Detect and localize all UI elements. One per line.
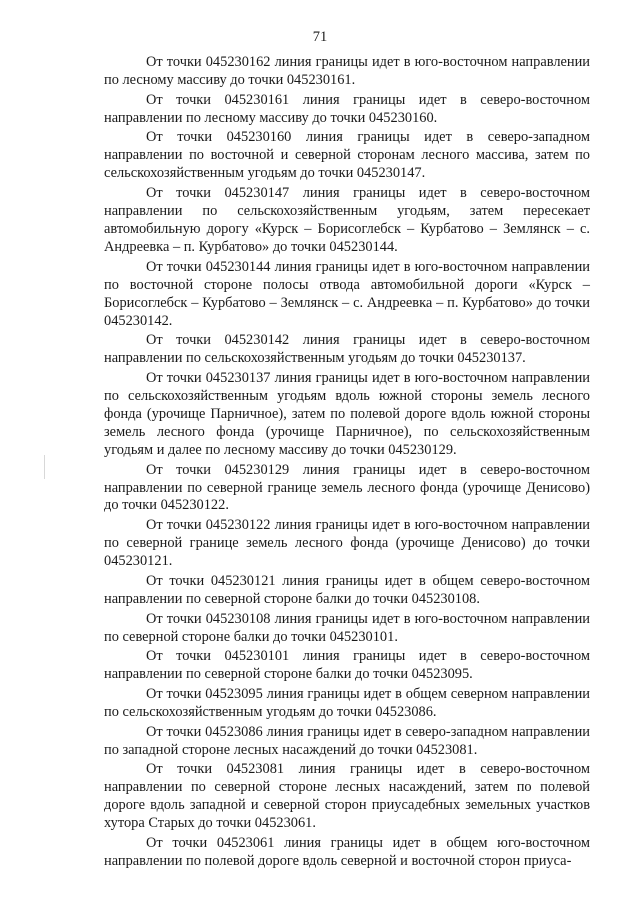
paragraph: От точки 045230121 линия границы идет в общем северо-восточном направлении по северной стороне балки до точки 045230108. [104, 572, 590, 607]
paragraph: От точки 045230108 линия границы идет в юго-восточном направлении по северной стороне балки до точки 045230101. [104, 610, 590, 645]
document-body [104, 54, 590, 873]
paragraph: От точки 045230162 линия границы идет в юго-восточном направлении по лесному массиву до точки 045230161. [104, 54, 590, 88]
paragraph: От точки 04523061 линия границы идет в общем юго-восточном направлении по полевой дороге вдоль северной и восточной сторон приуса- [104, 834, 590, 869]
page-number: 71 [312, 29, 328, 45]
paragraph: От точки 045230122 линия границы идет в юго-восточном направлении по северной границе земель лесного фонда (урочище Денисово) до точки 045230121. [104, 517, 590, 570]
paragraph: От точки 045230160 линия границы идет в северо-западном направлении по восточной и северной сторонам лесного массива, затем по сельскохозяйственным угодьям до точки 045230147. [104, 129, 590, 182]
paragraph: От точки 04523086 линия границы идет в северо-западном направлении по западной стороне лесных насаждений до точки 04523081. [104, 723, 590, 758]
paragraph: От точки 045230147 линия границы идет в северо-восточном направлении по сельскохозяйственным угодьям, затем пересекает автомобильную дорогу «Курск – Борисоглебск – Курбатово – Землянск – с. Андреевка – п. Курбатово» до точки 045230144. [104, 185, 590, 255]
paragraph: От точки 045230144 линия границы идет в юго-восточном направлении по восточной стороне полосы отвода автомобильной дороги «Курск – Борисоглебск – Курбатово – Землянск – с. Андреевка – п. Курбатово» до точки 045230142. [104, 258, 590, 329]
paragraph: От точки 04523095 линия границы идет в общем северном направлении по сельскохозяйственным угодьям до точки 04523086. [104, 685, 590, 720]
paragraph: От точки 045230137 линия границы идет в юго-восточном направлении по сельскохозяйственным угодьям вдоль южной стороны земель лесного фонда (урочище Парничное), затем по полевой дороге вдоль южной стороны земель лесного фонда (урочище Парничное), по сельскохозяйственным угодьям и далее по лесному массиву до точки 045230129. [104, 369, 590, 458]
margin-scan-mark [44, 455, 45, 479]
paragraph: От точки 045230129 линия границы идет в северо-восточном направлении по северной границе земель лесного фонда (урочище Денисово) до точки 045230122. [104, 461, 590, 514]
paragraph: От точки 045230101 линия границы идет в северо-восточном направлении по северной стороне балки до точки 04523095. [104, 648, 590, 683]
paragraph: От точки 045230161 линия границы идет в северо-восточном направлении по лесному массиву до точки 045230160. [104, 91, 590, 126]
paragraph: От точки 045230142 линия границы идет в северо-восточном направлении по сельскохозяйственным угодьям до точки 045230137. [104, 332, 590, 367]
paragraph: От точки 04523081 линия границы идет в северо-восточном направлении по северной стороне лесных насаждений, затем по полевой дороге вдоль западной и северной сторон приусадебных земельных участков хутора Старых до точки 04523061. [104, 761, 590, 832]
